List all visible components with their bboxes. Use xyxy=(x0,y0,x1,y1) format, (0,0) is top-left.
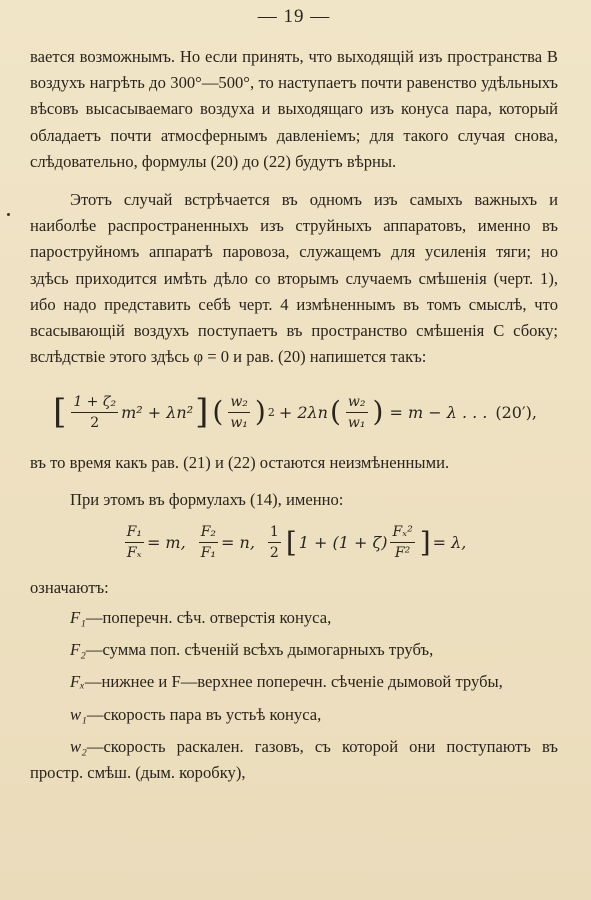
fraction-b xyxy=(199,523,218,562)
fraction-3-denominator: w₁ xyxy=(347,414,366,431)
paren-left: ( xyxy=(212,395,224,429)
formula-plus-term: + 2λn xyxy=(278,402,328,422)
bracket-right: ] xyxy=(195,392,209,433)
definition-symbol: Fₓ xyxy=(70,672,85,692)
fraction-b-rhs: = n, xyxy=(221,533,255,553)
fraction-3 xyxy=(346,393,368,432)
definition-symbol: F₁ xyxy=(70,608,86,628)
fraction-b-denominator: F₁ xyxy=(200,545,217,562)
fraction-a-denominator: Fₓ xyxy=(126,545,142,562)
bracket-inner: 1 + (1 + ζ) xyxy=(298,533,388,553)
bracket-left: [ xyxy=(53,392,67,433)
formula-2-rhs: = λ, xyxy=(432,533,467,553)
equation-number: (20′), xyxy=(495,402,537,422)
definition-item xyxy=(30,702,558,728)
formula-20-prime xyxy=(30,374,558,450)
definition-symbol: w₁ xyxy=(70,704,87,724)
definition-text: —сумма поп. сѣченій всѣхъ дымогарныхъ трубъ, xyxy=(85,640,434,660)
definitions-list xyxy=(30,605,558,786)
formula-rhs: = m − λ . . . xyxy=(389,402,488,422)
margin-dot xyxy=(7,213,10,216)
fraction-a-numerator: F₁ xyxy=(125,523,144,543)
definition-text: —скорость раскален. газовъ, съ которой они поступаютъ въ простр. смѣш. (дым. коробку), xyxy=(30,736,558,783)
fraction-c-numerator: 1 xyxy=(268,523,281,543)
paragraph-1: вается возможнымъ. Но если принять, что выходящій изъ пространства B воздухъ нагрѣть до 300°—500°, то наступаетъ почти равенство удѣльныхъ вѣсовъ высасываемаго воздуха и выходящаго изъ конуса пара, который обладаетъ почти атмосфернымъ давленіемъ; для такого случая снова, слѣдовательно, формулы (20) до (22) будутъ вѣрны. xyxy=(30,47,558,171)
exponent-2: 2 xyxy=(267,405,275,419)
paragraph-3: въ то время какъ рав. (21) и (22) остаются неизмѣненными. xyxy=(30,453,450,473)
fraction-1 xyxy=(71,393,118,432)
paren-left-2: ( xyxy=(329,395,341,429)
definition-symbol: w₂ xyxy=(70,736,87,756)
definition-symbol: F₂ xyxy=(70,640,86,660)
fraction-1-denominator: 2 xyxy=(90,414,100,431)
definition-text: —поперечн. сѣч. отверстія конуса, xyxy=(85,608,332,628)
bracket-left-2: [ xyxy=(285,525,297,559)
definition-item xyxy=(30,734,558,786)
paragraph-4: При этомъ въ формулахъ (14), именно: xyxy=(70,489,344,509)
bracket-right-2: ] xyxy=(419,525,431,559)
fraction-a xyxy=(125,523,144,562)
paren-right-2: ) xyxy=(372,395,384,429)
definition-text: —скорость пара въ устьѣ конуса, xyxy=(86,704,322,724)
paren-right: ) xyxy=(254,395,266,429)
definition-text: —нижнее и F—верхнее поперечн. сѣченіе дымовой трубы, xyxy=(84,672,503,692)
fraction-2-denominator: w₁ xyxy=(230,414,248,431)
paragraph-5: означаютъ: xyxy=(30,577,109,597)
definition-item xyxy=(30,669,558,695)
formula-mid-term: m² + λn² xyxy=(121,402,194,422)
fraction-d xyxy=(390,523,414,562)
definition-item xyxy=(30,637,558,663)
fraction-1-numerator: 1 + ζ₂ xyxy=(71,393,118,413)
page-number: — 19 — xyxy=(257,6,331,27)
fraction-b-numerator: F₂ xyxy=(199,523,218,543)
fraction-a-rhs: = m, xyxy=(146,533,186,553)
fraction-2-numerator: w₂ xyxy=(228,393,250,413)
fraction-c xyxy=(268,523,281,562)
definition-item xyxy=(30,605,558,631)
paragraph-2: Этотъ случай встрѣчается въ одномъ изъ самыхъ важныхъ и наиболѣе распространенныхъ изъ струйныхъ аппаратовъ, именно въ пароструйномъ аппаратѣ паровоза, служащемъ для усиленія тяги; но здѣсь приходится имѣть дѣло со вторымъ случаемъ смѣшенія (черт. 1), ибо надо представить себѣ черт. 4 измѣненнымъ въ томъ смыслѣ, что всасывающій воздухъ поступаетъ въ пространство смѣшенія C сбоку; вслѣдствіе этого здѣсь φ = 0 и рав. (20) напишется такъ: xyxy=(30,190,558,367)
fraction-d-denominator: F² xyxy=(394,545,411,562)
fraction-d-numerator: Fₓ² xyxy=(390,523,414,543)
fraction-3-numerator: w₂ xyxy=(346,393,368,413)
fraction-2 xyxy=(228,393,250,432)
formula-14-terms xyxy=(30,513,558,573)
fraction-c-denominator: 2 xyxy=(269,545,279,562)
